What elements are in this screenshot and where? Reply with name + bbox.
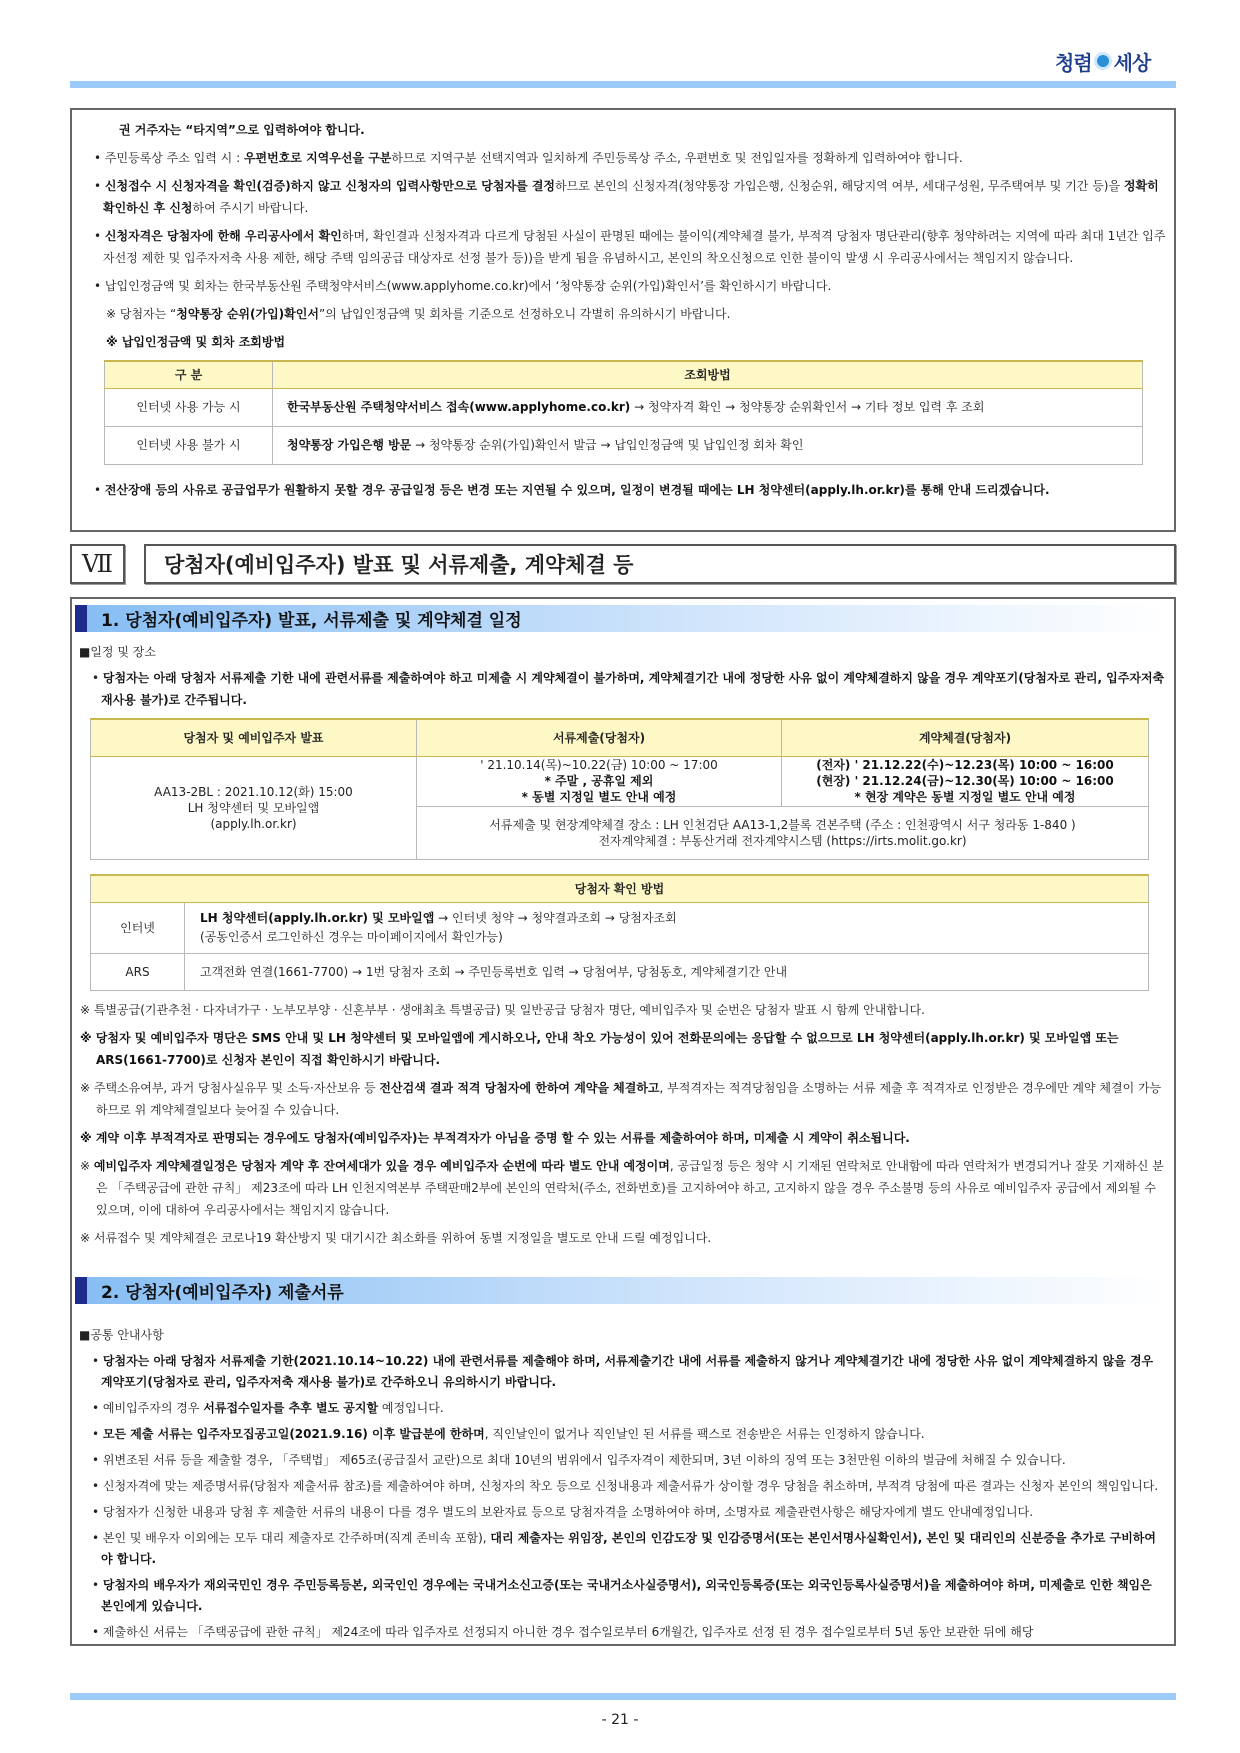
text-segment: 전산장애 등의 사유로 공급업무가 원활하지 못할 경우 공급일정 등은 변경 또는 지연될 수 있으며, 일정이 변경될 때에는 LH 청약센터(apply.lh.or.kr)를 통해 안내 드리겠습니다.: [104, 482, 1050, 497]
paragraph: [94, 119, 1166, 141]
cell-line: [200, 928, 1148, 947]
notice-box-continued: [70, 108, 1176, 532]
text-segment: 당첨자는 아래 당첨자 서류제출 기한(2021.10.14~10.22) 내에 관련서류를 제출해야 하며, 서류제출기간 내에 서류를 제출하지 않거나 계약체결기간 내에 정당한 사유 없이 계약체결하지 않을 경우 계약포기(당첨자로 관리, 입주자저축 재사용 불가)로 간주하오니 유의하시기 바랍니다.: [101, 1354, 1154, 1389]
text-segment: •: [92, 1427, 103, 1441]
text-segment: •: [94, 482, 105, 497]
bullet-item: [94, 479, 1166, 501]
announce-cell: [91, 756, 417, 859]
bullet-item: [92, 1398, 1166, 1419]
text-segment: ※: [80, 1159, 94, 1173]
table-row: [105, 388, 1143, 426]
cell-line: * 현장 계약은 동별 지정일 별도 안내 예정: [854, 790, 1076, 804]
text-segment: 하므로 본인의 신청자격(청약통장 가입은행, 신청순위, 해당지역 여부, 세대구성원, 무주택여부 및 기간 등)을: [555, 179, 1124, 193]
text-segment: • 당첨자가 신청한 내용과 당첨 후 제출한 서류의 내용이 다를 경우 별도의 보완자료 등으로 당첨자격을 소명하여야 하며, 소명자료 제출관련사항은 해당자에게 별도 안내예정입니다.: [92, 1505, 1034, 1519]
table-cell: [273, 426, 1143, 464]
bullet-item: [92, 1528, 1166, 1570]
table-cell: [273, 388, 1143, 426]
text-segment: • 신청자격에 맞는 제증명서류(당첨자 제출서류 참조)를 제출하여야 하며, 신청자의 착오 등으로 신청내용과 제출서류가 상이할 경우 당첨을 취소하며, 부적격 당첨에 따른 결과는 신청자 본인의 책임입니다.: [92, 1479, 1159, 1493]
note-item: [80, 1127, 1166, 1149]
bullet-item: [94, 175, 1166, 219]
text-segment: • 납입인정금액 및 회차는 한국부동산원 주택청약서비스(www.applyhome.co.kr)에서 ‘청약통장 순위(가입)확인서’를 확인하시기 바랍니다.: [94, 279, 832, 293]
text-segment: • 제출하신 서류는 「주택공급에 관한 규칙」 제24조에 따라 입주자로 선정되지 아니한 경우 접수일로부터 6개월간, 입주자로 선정 된 경우 접수일로부터 5년 동안 보관한 뒤에 해당: [92, 1625, 1034, 1639]
text-segment: ※ 당첨자는 “: [106, 307, 177, 321]
cell-line: * 동별 지정일 별도 안내 예정: [521, 790, 677, 804]
contract-cell: [782, 756, 1149, 806]
bullet-item: [92, 1450, 1166, 1471]
text-segment: → 청약자격 확인 → 청약통장 순위확인서 → 기타 정보 입력 후 조회: [630, 400, 985, 414]
subsection-heading: 2. 당첨자(예비입주자) 제출서류: [75, 1277, 1166, 1304]
table-row: [105, 426, 1143, 464]
bullet-item: [92, 1575, 1166, 1617]
bullet-item: [94, 225, 1166, 269]
text-segment: 모든 제출 서류는 입주자모집공고일(2021.9.16) 이후 발급분에 한하며: [102, 1427, 485, 1441]
text-segment: 당첨자의 배우자가 재외국민인 경우 주민등록등본, 외국인인 경우에는 국내거소신고증(또는 국내거소사실증명서), 외국인등록증(또는 외국인등록사실증명서)을 제출하여야 하며, 미제출로 인한 책임은 본인에게 있습니다.: [101, 1578, 1152, 1613]
table-cell: 인터넷: [91, 903, 185, 954]
docs-cell: [417, 756, 782, 806]
text-segment: 전산검색 결과 적격 당첨자에 한하여 계약을 체결하고: [379, 1081, 660, 1095]
text-segment: 하므로 지역구분 선택지역과 일치하게 주민등록상 주소, 우편번호 및 전입일자를 정확하게 입력하여야 합니다.: [391, 151, 963, 165]
bullet-item: [92, 667, 1166, 711]
text-segment: , 부적격자는 적격당첨임을 소명하는 서류 제출 후 적격자로 인정받은 경우에만 계약 체결이 가능하므로 위 계약체결일보다 늦어질 수 있습니다.: [96, 1081, 1162, 1117]
text-segment: ”의 납입인정금액 및 회차를 기준으로 선정하오니 각별히 유의하시기 바랍니다.: [318, 307, 731, 321]
table-row: [91, 903, 1149, 954]
text-segment: 하며, 확인결과 신청자격과 다르게 당첨된 사실이 판명된 때에는 불이익(계약체결 불가, 부적격 당첨자 명단관리(향후 청약하려는 지역에 따라 최대 1년간 입주자선정 제한 및 입주자저축 사용 제한, 해당 주택 임의공급 대상자로 선정 불가 등))을 받게 됨을 유념하시고, 본인의 착오신청으로 인한 불이익 발생 시 우리공사에서는 책임지지 않습니다.: [103, 229, 1166, 265]
logo: 청렴 세상: [1055, 50, 1151, 75]
bullet-item: [92, 1351, 1166, 1393]
table-cell: 인터넷 사용 가능 시: [105, 388, 273, 426]
table-header: 구 분: [105, 361, 273, 388]
text-segment: ※ 특별공급(기관추천 · 다자녀가구 · 노부모부양 · 신혼부부 · 생애최초 특별공급) 및 일반공급 당첨자 명단, 예비입주자 및 순번은 당첨자 발표 시 함께 안내합니다.: [80, 1003, 925, 1017]
logo-emblem-icon: [1094, 52, 1112, 70]
text-segment: 한국부동산원 주택청약서비스 접속(www.applyhome.co.kr): [287, 400, 631, 414]
text-segment: • 본인 및 배우자 이외에는 모두 대리 제출자로 간주하며(직계 존비속 포함),: [92, 1531, 491, 1545]
section-title: 당첨자(예비입주자) 발표 및 서류제출, 계약체결 등: [144, 544, 1176, 584]
text-segment: 당첨자는 아래 당첨자 서류제출 기한 내에 관련서류를 제출하여야 하고 미제출 시 계약체결이 불가하며, 계약체결기간 내에 정당한 사유 없이 계약체결하지 않을 경우 계약포기(당첨자로 관리, 입주자저축 재사용 불가)로 간주됩니다.: [101, 671, 1165, 707]
table-header: 당첨자 확인 방법: [91, 875, 1149, 903]
text-segment: ※ 납입인정금액 및 회차 조회방법: [106, 335, 286, 349]
text-segment: , 공급일정 등은 청약 시 기재된 연락처로 안내함에 따라 연락처가 변경되거나 잘못 기재하신 분은 「주택공급에 관한 규칙」 제23조에 따라 LH 인천지역본부 주택판매2부에 본인의 연락처(주소, 전화번호)를 고지하여야 하고, 고지하지 않을 경우 주소불명 등의 사유로 예비입주자 공급에서 제외될 수 있으며, 이에 대하여 우리공사에서는 책임지지 않습니다.: [96, 1159, 1164, 1217]
text-segment: •: [92, 671, 103, 685]
bullet-item: [94, 147, 1166, 169]
text-segment: ※ 계약 이후 부적격자로 판명되는 경우에도 당첨자(예비입주자)는 부적격자가 아님을 증명 할 수 있는 서류를 제출하여야 하며, 미제출 시 계약이 취소됩니다.: [80, 1131, 910, 1145]
text-segment: LH 청약센터(apply.lh.or.kr) 및 모바일앱: [200, 911, 435, 925]
note-item: [80, 1077, 1166, 1121]
schedule-table: [90, 718, 1149, 860]
text-segment: 하여 주시기 바랍니다.: [192, 201, 309, 215]
cell-line: AA13-2BL : 2021.10.12(화) 15:00: [154, 784, 353, 799]
cell-line: [200, 964, 1148, 980]
note-item: [80, 1027, 1166, 1071]
cell-line: * 주말 , 공휴일 제외: [544, 774, 654, 788]
text-segment: • 주민등록상 주소 입력 시 :: [94, 151, 244, 165]
text-segment: ※ 주택소유여부, 과거 당첨사실유무 및 소득·자산보유 등: [80, 1081, 380, 1095]
note-item: [80, 1227, 1166, 1249]
text-segment: 예정입니다.: [378, 1401, 444, 1415]
note-item: [94, 331, 1166, 353]
text-segment: 청약통장 가입은행 방문: [287, 438, 412, 452]
note-item: [80, 999, 1166, 1021]
note-item: [80, 1155, 1166, 1221]
bullet-item: [94, 275, 1166, 297]
cell-line: (전자) ' 21.12.22(수)~12.23(목) 10:00 ~ 16:00: [816, 758, 1114, 772]
table-header: 조회방법: [273, 361, 1143, 388]
page-number: - 21 -: [601, 1712, 639, 1728]
section-number: Ⅶ: [70, 544, 125, 584]
section-content-box: [70, 597, 1176, 1646]
notice-paragraphs: [94, 479, 1166, 501]
text-segment: •: [94, 179, 105, 193]
cell-line: LH 청약센터 및 모바일앱: [187, 800, 320, 815]
text-segment: 고객전화 연결(1661-7700) → 1번 당첨자 조회 → 주민등록번호 입력 → 당첨여부, 당첨동호, 계약체결기간 안내: [200, 965, 788, 979]
subsection-heading: 1. 당첨자(예비입주자) 발표, 서류제출 및 계약체결 일정: [75, 605, 1166, 632]
footer-rule: [70, 1693, 1176, 1700]
text-segment: ※ 서류접수 및 계약체결은 코로나19 확산방지 및 대기시간 최소화를 위하여 동별 지정일을 별도로 안내 드릴 예정입니다.: [80, 1231, 712, 1245]
table-header: 당첨자 및 예비입주자 발표: [91, 719, 417, 756]
text-segment: • 예비입주자의 경우: [92, 1401, 204, 1415]
place-cell: [417, 806, 1149, 859]
bullet-item: [92, 1622, 1166, 1643]
text-segment: • 위변조된 서류 등을 제출할 경우, 「주택법」 제65조(공급질서 교란)으로 최대 10년의 범위에서 입주자격이 제한되며, 3년 이하의 징역 또는 3천만원 이하의 벌금에 처해질 수 있습니다.: [92, 1453, 1066, 1467]
table-cell: [185, 903, 1149, 954]
cell-line: (apply.lh.or.kr): [210, 816, 297, 831]
text-segment: (공동인증서 로그인하신 경우는 마이페이지에서 확인가능): [200, 930, 503, 944]
winner-check-table: [90, 874, 1149, 992]
table-row: [91, 756, 1149, 806]
text-segment: 예비입주자 계약체결일정은 당첨자 계약 후 잔여세대가 있을 경우 예비입주자 순번에 따라 별도 안내 예정이며: [93, 1159, 670, 1173]
cell-line: 전자계약체결 : 부동산거래 전자계약시스템 (https://irts.molit.go.kr): [598, 833, 967, 848]
table-cell: 인터넷 사용 불가 시: [105, 426, 273, 464]
text-segment: → 청약통장 순위(가입)확인서 발급 → 납입인정금액 및 납입인정 회차 확인: [411, 438, 804, 452]
text-segment: 우편번호로 지역우선을 구분: [243, 151, 392, 165]
table-header: 서류제출(당첨자): [417, 719, 782, 756]
text-segment: 청약통장 순위(가입)확인서: [176, 307, 319, 321]
text-segment: 신청자격은 당첨자에 한해 우리공사에서 확인: [104, 229, 342, 243]
subsection-label: ■공통 안내사항: [79, 1328, 164, 1342]
text-segment: , 직인날인이 없거나 직인날인 된 서류를 팩스로 전송받은 서류는 인정하지 않습니다.: [484, 1427, 925, 1441]
bullet-item: [92, 1424, 1166, 1445]
text-segment: 신청접수 시 신청자격을 확인(검증)하지 않고 신청자의 입력사항만으로 당첨자를 결정: [104, 179, 556, 193]
bullet-item: [92, 1476, 1166, 1497]
table-row: [91, 954, 1149, 991]
text-segment: •: [92, 1354, 103, 1368]
bullet-item: [92, 1502, 1166, 1523]
notice-paragraphs: [94, 119, 1166, 353]
notes-list: [80, 999, 1166, 1249]
text-segment: 서류접수일자를 추후 별도 공지할: [203, 1401, 379, 1415]
text-segment: ※ 당첨자 및 예비입주자 명단은 SMS 안내 및 LH 청약센터 및 모바일앱에 게시하오나, 안내 착오 가능성이 있어 전화문의에는 응답할 수 없으므로 LH 청약센터(apply.lh.or.kr) 및 모바일앱 또는 ARS(1661-7700)로 신청자 본인이 직접 확인하시기 바랍니다.: [80, 1031, 1119, 1067]
schedule-paragraphs: [92, 667, 1166, 711]
cell-line: (현장) ' 21.12.24(금)~12.30(목) 10:00 ~ 16:00: [816, 774, 1114, 788]
text-segment: •: [92, 1578, 103, 1592]
table-header: 계약체결(당첨자): [782, 719, 1149, 756]
text-segment: •: [94, 229, 105, 243]
text-segment: → 인터넷 청약 → 청약결과조회 → 당첨자조회: [434, 911, 677, 925]
cell-line: 서류제출 및 현장계약체결 장소 : LH 인천검단 AA13-1,2블록 견본주택 (주소 : 인천광역시 서구 청라동 1-840 ): [489, 817, 1076, 832]
text-segment: 정확히 확인하신 후 신청: [103, 179, 1159, 215]
payment-lookup-table: [104, 360, 1143, 465]
cell-line: ' 21.10.14(목)~10.22(금) 10:00 ~ 17:00: [480, 758, 718, 772]
text-segment: 대리 제출자는 위임장, 본인의 인감도장 및 인감증명서(또는 본인서명사실확인서), 본인 및 대리인의 신분증을 추가로 구비하여야 합니다.: [101, 1531, 1156, 1566]
text-segment: 권 거주자는 “타지역”으로 입력하여야 합니다.: [119, 123, 365, 137]
header-rule: [70, 81, 1176, 88]
table-cell: ARS: [91, 954, 185, 991]
common-notice-list: [92, 1351, 1166, 1643]
subsection-label: ■일정 및 장소: [79, 645, 156, 659]
table-cell: [185, 954, 1149, 991]
cell-line: [200, 909, 1148, 928]
note-item: [94, 303, 1166, 325]
